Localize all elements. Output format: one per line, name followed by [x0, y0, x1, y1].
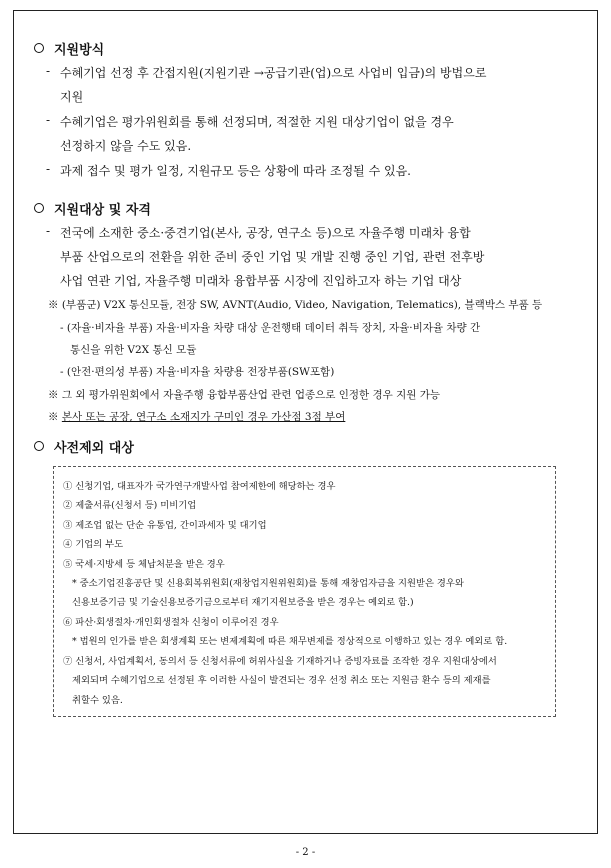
section-title-exclusion: 사전제외 대상 [34, 437, 134, 456]
exclusion-item: ④ 기업의 부도 [63, 539, 124, 550]
exclusion-item: ② 제출서류(신청서 등) 미비기업 [63, 500, 197, 511]
eligibility-note-bonus: ※ 본사 또는 공장, 연구소 소재지가 구미인 경우 가산점 3점 부여 [48, 411, 346, 423]
exclusion-item: ① 신청기업, 대표자가 국가연구개발사업 참여제한에 해당하는 경우 [63, 481, 336, 492]
eligibility-line-1: 전국에 소재한 중소·중견기업(본사, 공장, 연구소 등)으로 자율주행 미래차 융합 [60, 226, 471, 240]
circle-bullet-icon [34, 43, 44, 53]
exclusion-item-note: * 법원의 인가를 받은 회생계획 또는 변제계획에 따른 채무변제를 정상적으로 이행하고 있는 경우 예외로 함. [72, 636, 508, 647]
exclusion-item: ⑦ 신청서, 사업계획서, 동의서 등 신청서류에 허위사실을 기재하거나 증빙자료를 조작한 경우 지원대상에서 [63, 656, 497, 667]
eligibility-note-other: ※ 그 외 평가위원회에서 자율주행 융합부품산업 관련 업종으로 인정한 경우 지원 가능 [48, 389, 441, 401]
exclusion-item-cont: 취할수 있음. [72, 695, 123, 706]
circle-bullet-icon [34, 441, 44, 451]
section-title-method: 지원방식 [34, 39, 104, 58]
eligibility-line-2: 부품 산업으로의 전환을 위한 준비 중인 기업 및 개발 진행 중인 기업, 관련 전후방 [60, 250, 485, 264]
exclusion-item-cont: 제외되며 수혜기업으로 선정된 후 이러한 사실이 발견되는 경우 선정 취소 또는 지원금 환수 등의 제재를 [72, 675, 491, 686]
circle-bullet-icon [34, 203, 44, 213]
dash-bullet: - [46, 64, 51, 78]
eligibility-sub-2: - (안전·편의성 부품) 자율·비자율 차량용 전장부품(SW포함) [60, 366, 335, 378]
exclusion-item: ③ 제조업 없는 단순 유통업, 간이과세자 및 대기업 [63, 520, 267, 531]
eligibility-line-3: 사업 연관 기업, 자율주행 미래차 융합부품 시장에 진입하고자 하는 기업 대상 [60, 274, 462, 288]
eligibility-sub-1-line-2: 통신을 위한 V2X 통신 모듈 [70, 344, 197, 356]
bonus-underlined-text: 본사 또는 공장, 연구소 소재지가 구미인 경우 가산점 3점 부여 [61, 411, 346, 423]
method-item-2-line-2: 선정하지 않을 수도 있음. [60, 139, 192, 153]
dash-bullet: - [46, 113, 51, 127]
section-title-eligibility: 지원대상 및 자격 [34, 199, 151, 218]
eligibility-note-parts: ※ (부품군) V2X 통신모듈, 전장 SW, AVNT(Audio, Video, Navigation, Telematics), 블랙박스 부품 등 [48, 299, 543, 311]
exclusion-item: ⑤ 국세·지방세 등 체납처분을 받은 경우 [63, 559, 225, 570]
method-item-2-line-1: 수혜기업은 평가위원회를 통해 선정되며, 적절한 지원 대상기업이 없을 경우 [60, 115, 454, 129]
eligibility-sub-1-line-1: - (자율·비자율 부품) 자율·비자율 차량 대상 운전행태 데이터 취득 장치, 자율·비자율 차량 간 [60, 322, 481, 334]
dash-bullet: - [46, 162, 51, 176]
method-item-1-line-2: 지원 [60, 90, 84, 104]
page-number: - 2 - [295, 847, 316, 858]
exclusion-item-note: * 중소기업진흥공단 및 신용회복위원회(재창업지원위원회)를 통해 재창업자금을 지원받은 경우와 [72, 578, 464, 589]
method-item-1-line-1: 수혜기업 선정 후 간접지원(지원기관 →공급기관(업)으로 사업비 입금)의 방법으로 [60, 66, 487, 80]
dash-bullet: - [46, 224, 51, 238]
exclusion-item: ⑥ 파산·회생절차·개인회생절차 신청이 이루어진 경우 [63, 617, 279, 628]
exclusion-item-note: 신용보증기금 및 기술신용보증기금으로부터 재기지원보증을 받은 경우는 예외로 함.) [72, 597, 414, 608]
method-item-3-line-1: 과제 접수 및 평가 일정, 지원규모 등은 상황에 따라 조정될 수 있음. [60, 164, 411, 178]
